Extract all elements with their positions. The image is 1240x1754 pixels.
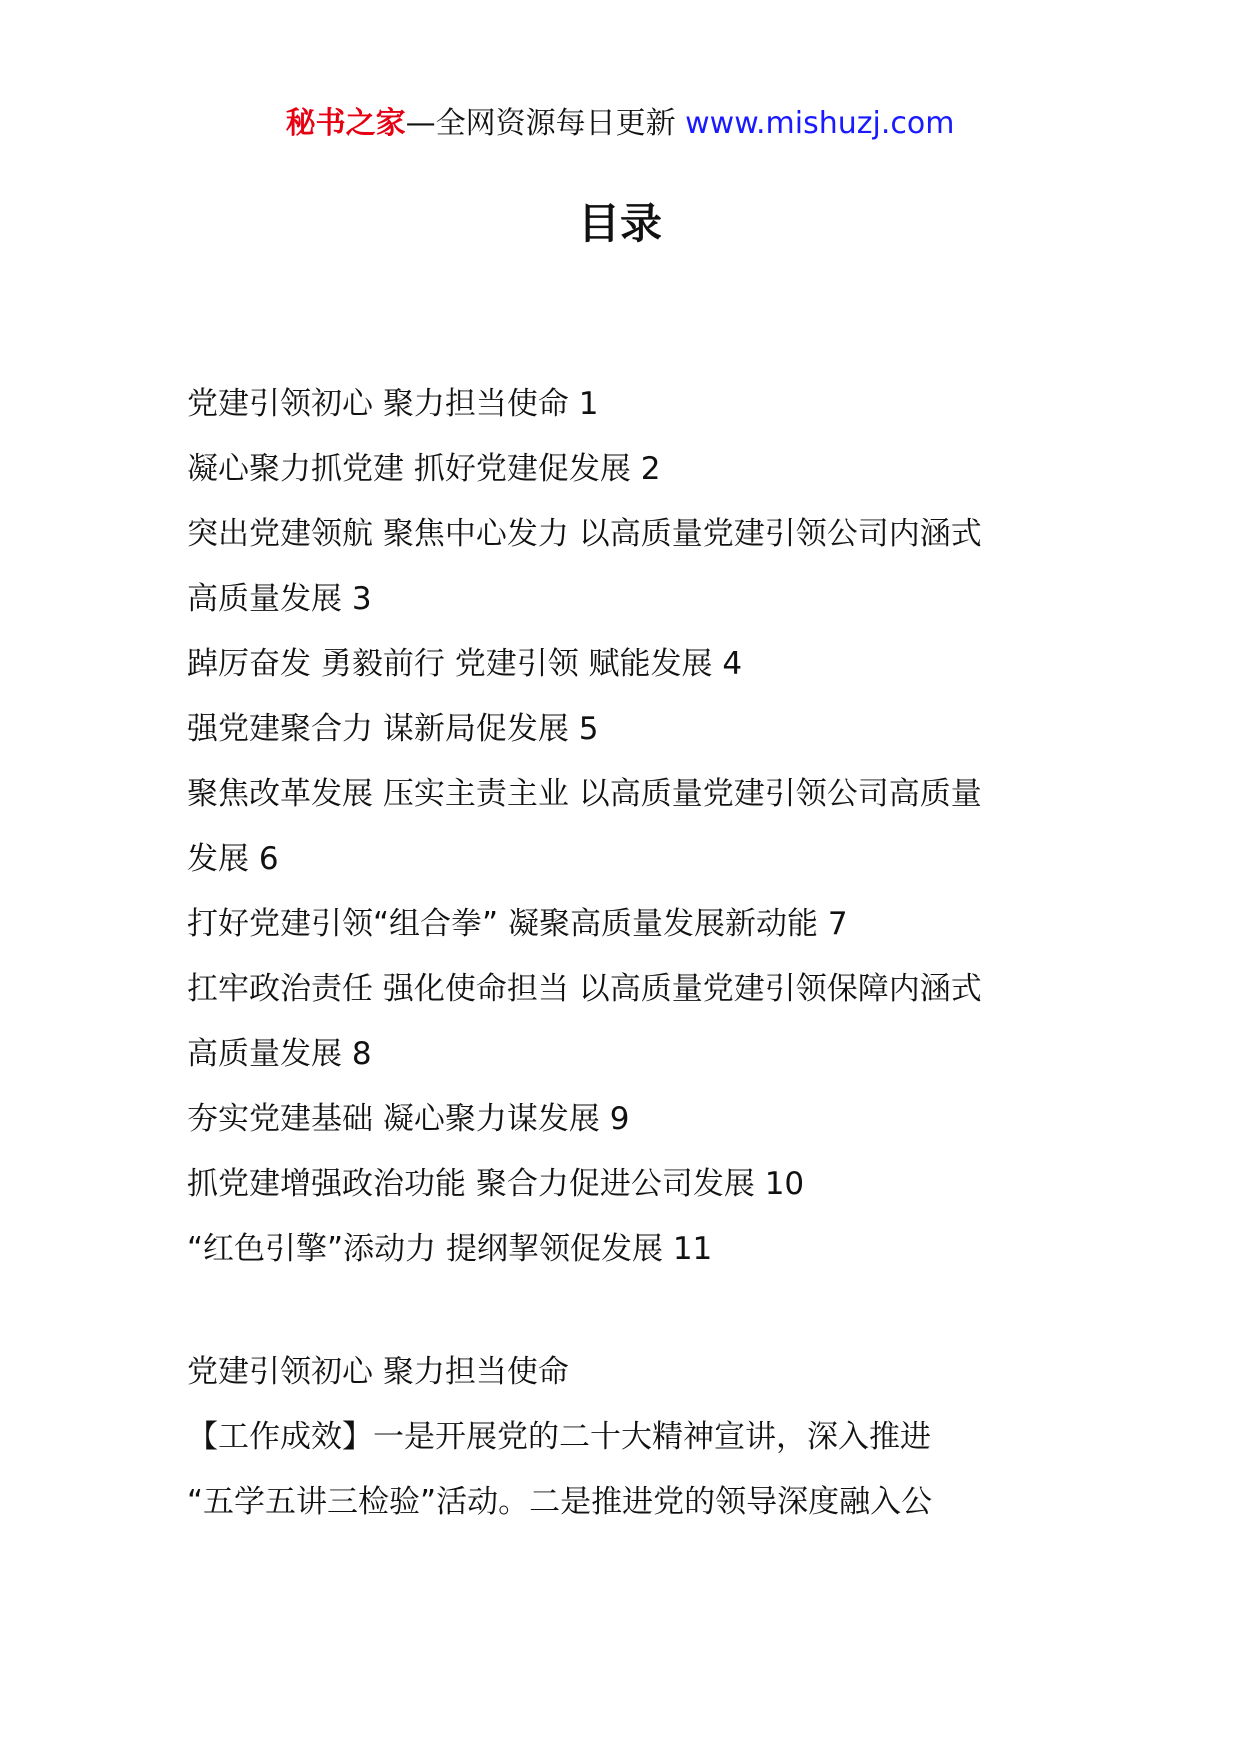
body-text-line: “五学五讲三检验”活动。二是推进党的领导深度融入公	[187, 1484, 933, 1520]
section-body	[187, 1405, 1057, 1535]
toc-entry[interactable]: 强党建聚合力 谋新局促发展 5	[187, 711, 599, 747]
toc-entry[interactable]: 凝心聚力抓党建 抓好党建促发展 2	[187, 451, 661, 487]
brand-name: 秘书之家	[285, 106, 406, 141]
table-of-contents	[187, 372, 1057, 1282]
page-title: 目录	[577, 199, 662, 248]
toc-entry[interactable]: 打好党建引领“组合拳” 凝聚高质量发展新动能 7	[187, 906, 848, 942]
toc-entry[interactable]: 聚焦改革发展 压实主责主业 以高质量党建引领公司高质量	[187, 776, 982, 812]
toc-entry[interactable]: 突出党建领航 聚焦中心发力 以高质量党建引领公司内涵式	[187, 516, 982, 552]
toc-entry[interactable]: 抓党建增强政治功能 聚合力促进公司发展 10	[187, 1166, 805, 1202]
toc-entry-continuation[interactable]: 发展 6	[187, 841, 279, 877]
toc-entry[interactable]: 党建引领初心 聚力担当使命 1	[187, 386, 599, 422]
site-slogan: —全网资源每日更新	[405, 106, 676, 141]
site-url-link[interactable]: www.mishuzj.com	[685, 106, 955, 141]
toc-entry[interactable]: “红色引擎”添动力 提纲挈领促发展 11	[187, 1231, 713, 1267]
site-banner	[0, 104, 1240, 144]
toc-entry[interactable]: 扛牢政治责任 强化使命担当 以高质量党建引领保障内涵式	[187, 971, 982, 1007]
toc-entry[interactable]: 夯实党建基础 凝心聚力谋发展 9	[187, 1101, 630, 1137]
toc-entry-continuation[interactable]: 高质量发展 3	[187, 581, 372, 617]
toc-entry-continuation[interactable]: 高质量发展 8	[187, 1036, 372, 1072]
toc-entry[interactable]: 踔厉奋发 勇毅前行 党建引领 赋能发展 4	[187, 646, 743, 682]
section-heading: 党建引领初心 聚力担当使命	[187, 1354, 569, 1390]
body-text-line: 【工作成效】一是开展党的二十大精神宣讲，深入推进	[187, 1419, 931, 1455]
